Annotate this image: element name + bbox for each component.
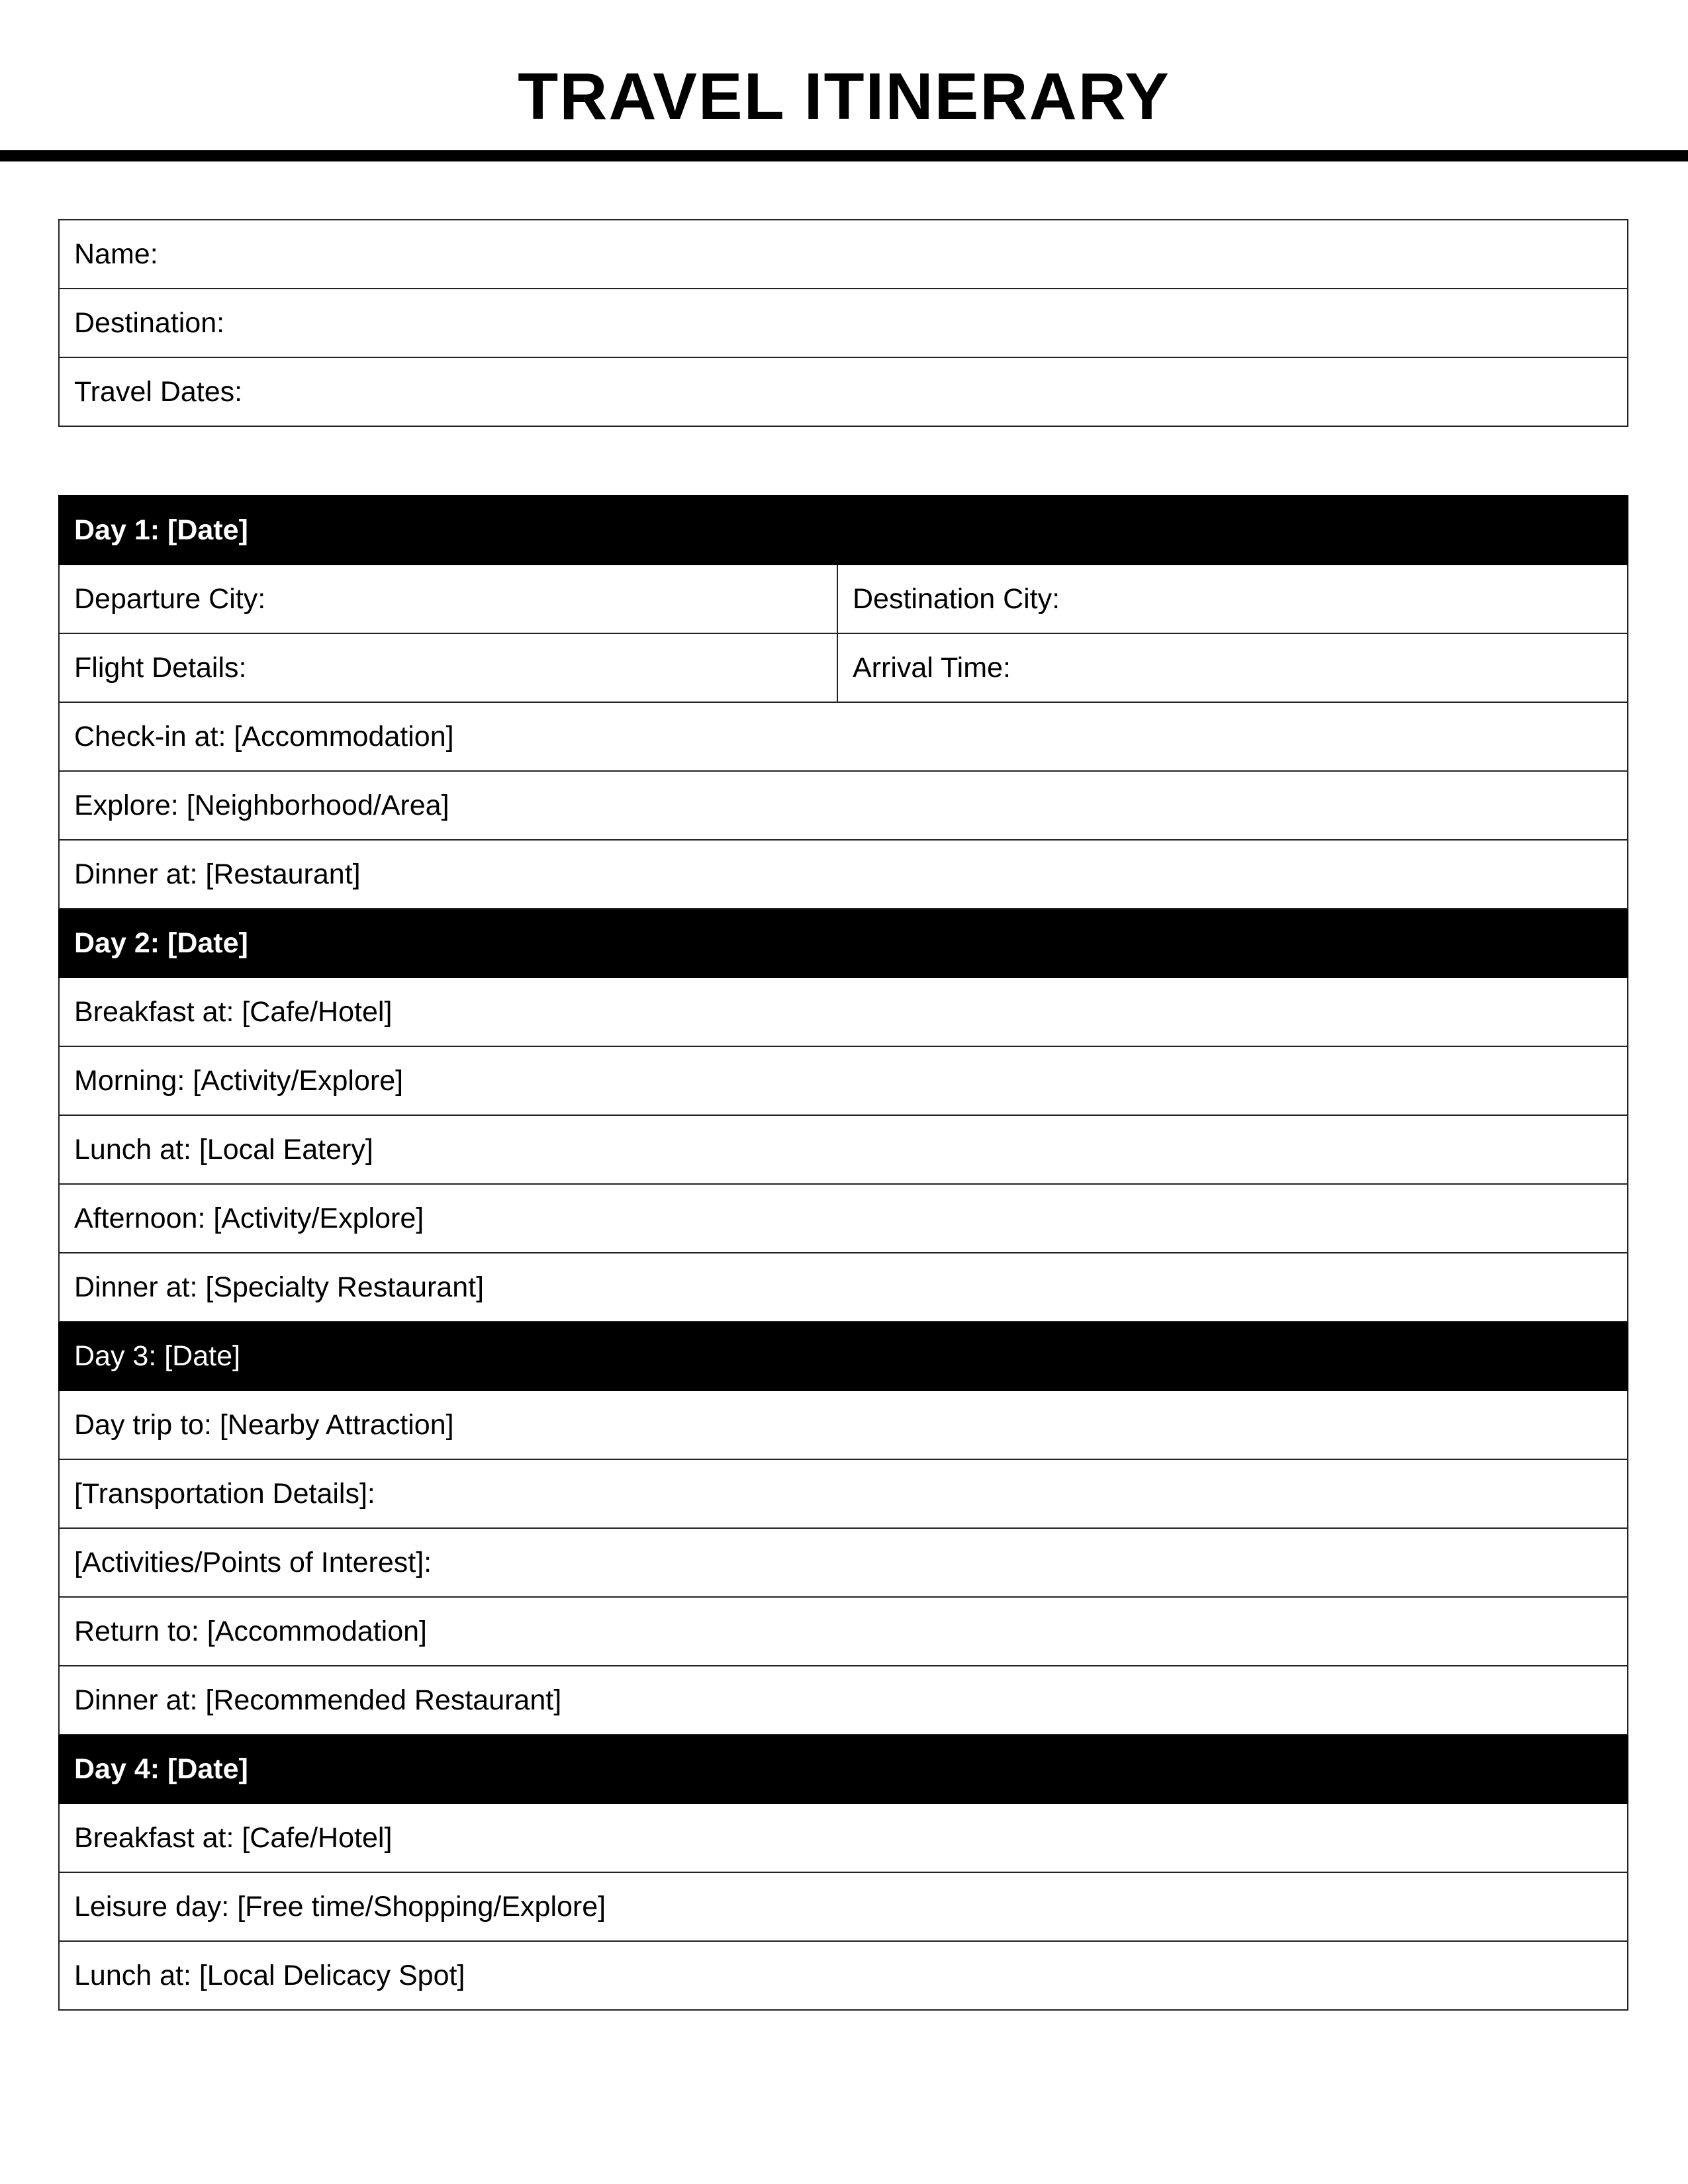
- table-row: [59, 702, 1628, 771]
- day-3-header-label: Day 3: [Date]: [59, 1322, 1628, 1390]
- day-3-return-field[interactable]: Return to: [Accommodation]: [59, 1597, 1628, 1666]
- day-3-transportation-field[interactable]: [Transportation Details]:: [59, 1459, 1628, 1528]
- table-row: [59, 978, 1628, 1046]
- day-2-dinner-field[interactable]: Dinner at: [Specialty Restaurant]: [59, 1253, 1628, 1322]
- day-1-header: [59, 496, 1628, 565]
- day-1-dinner-field[interactable]: Dinner at: [Restaurant]: [59, 840, 1628, 909]
- day-1-checkin-field[interactable]: Check-in at: [Accommodation]: [59, 702, 1628, 771]
- table-row: [59, 1597, 1628, 1666]
- day-3-dinner-field[interactable]: Dinner at: [Recommended Restaurant]: [59, 1666, 1628, 1735]
- table-row: [59, 1253, 1628, 1322]
- table-row: [59, 1184, 1628, 1253]
- day-4-header-label: Day 4: [Date]: [59, 1735, 1628, 1803]
- destination-field[interactable]: Destination:: [59, 289, 1628, 357]
- page-title: TRAVEL ITINERARY: [518, 60, 1170, 134]
- table-row: [59, 1115, 1628, 1184]
- day-1-explore-field[interactable]: Explore: [Neighborhood/Area]: [59, 771, 1628, 840]
- arrival-time-field[interactable]: Arrival Time:: [837, 633, 1628, 702]
- day-2-breakfast-field[interactable]: Breakfast at: [Cafe/Hotel]: [59, 978, 1628, 1046]
- day-4-breakfast-field[interactable]: Breakfast at: [Cafe/Hotel]: [59, 1803, 1628, 1872]
- table-row: [59, 1046, 1628, 1115]
- travel-dates-field[interactable]: Travel Dates:: [59, 357, 1628, 426]
- day-3-day-trip-field[interactable]: Day trip to: [Nearby Attraction]: [59, 1390, 1628, 1459]
- day-4-leisure-field[interactable]: Leisure day: [Free time/Shopping/Explore]: [59, 1872, 1628, 1941]
- table-row: [59, 565, 1628, 633]
- day-2-morning-field[interactable]: Morning: [Activity/Explore]: [59, 1046, 1628, 1115]
- departure-city-field[interactable]: Departure City:: [59, 565, 837, 633]
- day-4-header: [59, 1735, 1628, 1803]
- day-2-header: [59, 909, 1628, 978]
- day-3-activities-field[interactable]: [Activities/Points of Interest]:: [59, 1528, 1628, 1597]
- name-field[interactable]: Name:: [59, 220, 1628, 289]
- table-row: [59, 771, 1628, 840]
- day-1-header-label: Day 1: [Date]: [59, 496, 1628, 565]
- destination-city-field[interactable]: Destination City:: [837, 565, 1628, 633]
- day-2-lunch-field[interactable]: Lunch at: [Local Eatery]: [59, 1115, 1628, 1184]
- day-4-lunch-field[interactable]: Lunch at: [Local Delicacy Spot]: [59, 1941, 1628, 2010]
- table-row: [59, 1872, 1628, 1941]
- day-2-afternoon-field[interactable]: Afternoon: [Activity/Explore]: [59, 1184, 1628, 1253]
- table-row: [59, 1528, 1628, 1597]
- table-row: [59, 1390, 1628, 1459]
- info-row-destination: [59, 289, 1628, 357]
- day-2-header-label: Day 2: [Date]: [59, 909, 1628, 978]
- flight-details-field[interactable]: Flight Details:: [59, 633, 837, 702]
- table-row: [59, 633, 1628, 702]
- table-row: [59, 1666, 1628, 1735]
- info-row-travel-dates: [59, 357, 1628, 426]
- itinerary-schedule-table: [58, 495, 1628, 2011]
- info-row-name: [59, 220, 1628, 289]
- day-3-header: [59, 1322, 1628, 1390]
- title-divider: [0, 150, 1688, 161]
- table-row: [59, 1803, 1628, 1872]
- table-row: [59, 1941, 1628, 2010]
- table-row: [59, 840, 1628, 909]
- traveler-info-table: [58, 219, 1628, 427]
- table-row: [59, 1459, 1628, 1528]
